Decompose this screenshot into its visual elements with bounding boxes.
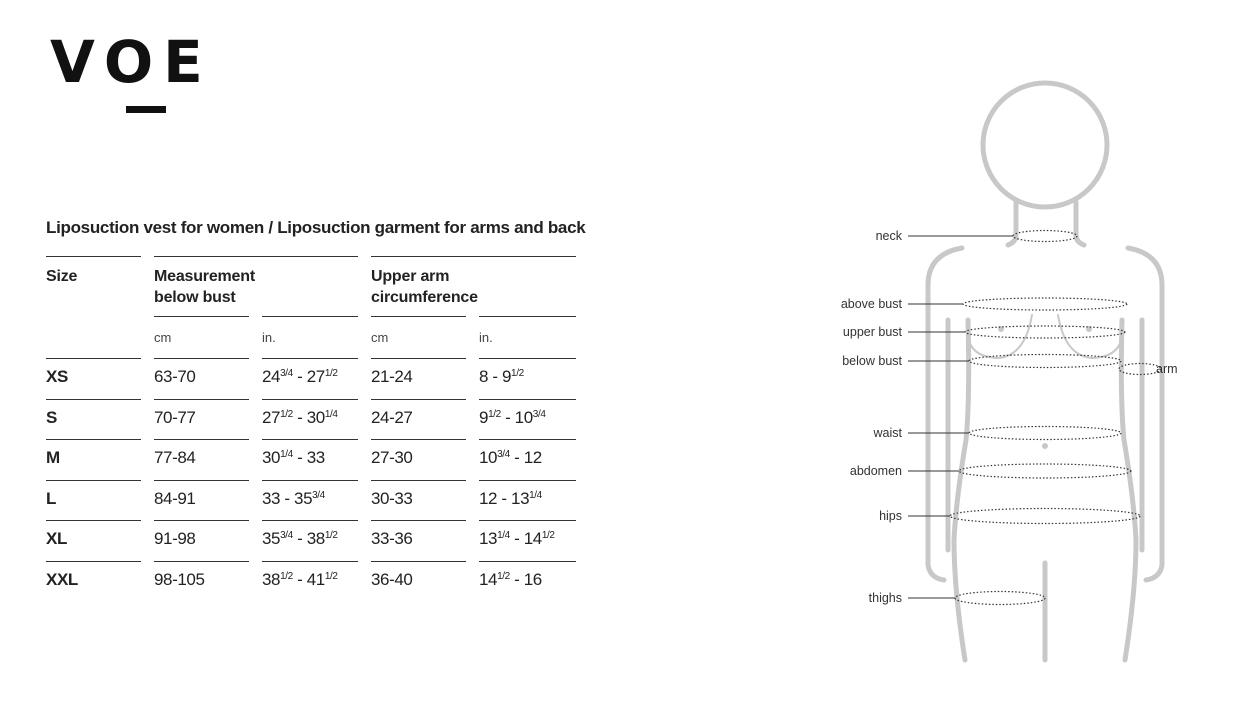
arm-cm-cell: 27-30: [371, 448, 413, 468]
brand-logo: VOE: [50, 28, 213, 96]
below-bust-loop: [969, 355, 1121, 368]
neck-right-outline: [1076, 202, 1084, 245]
row-rule: [479, 399, 576, 400]
bust-in-cell: $27^{1/2} - 30^{1/4}$: [262, 407, 338, 427]
row-rule: [154, 358, 249, 359]
row-rule: [154, 520, 249, 521]
thigh-loop: [955, 592, 1045, 605]
size-cell: S: [46, 407, 57, 427]
unit-rule: [262, 316, 358, 317]
neck-loop: [1013, 231, 1077, 242]
row-rule: [46, 561, 141, 562]
bust-cm-cell: 77-84: [154, 448, 196, 468]
row-rule: [262, 561, 358, 562]
upper-arm-header-line1: Upper arm: [371, 268, 450, 285]
row-rule: [371, 520, 466, 521]
bust-in-cell: $38^{1/2} - 41^{1/2}$: [262, 570, 338, 589]
hips-loop: [950, 509, 1140, 524]
torso-left-outline: [954, 320, 969, 660]
arm-in-cell: $13^{1/4} - 14^{1/2}$: [479, 529, 555, 549]
size-cell: XXL: [46, 570, 78, 589]
unit-cm: cm: [154, 330, 172, 345]
arm-in-cell: $12 - 13^{1/4}$: [479, 488, 542, 508]
row-rule: [371, 561, 466, 562]
header-rule: [154, 256, 358, 257]
arm-in-cell: $8 - 9^{1/2}$: [479, 367, 524, 386]
row-rule: [262, 399, 358, 400]
header-rule: [371, 256, 576, 257]
size-cell: M: [46, 448, 60, 468]
above-bust-loop: [963, 298, 1127, 310]
arm-cm-cell: 21-24: [371, 367, 413, 386]
row-rule: [262, 358, 358, 359]
row-rule: [479, 561, 576, 562]
row-rule: [479, 480, 576, 481]
row-rule: [46, 439, 141, 440]
row-rule: [154, 439, 249, 440]
row-rule: [371, 358, 466, 359]
row-rule: [154, 561, 249, 562]
size-cell: XS: [46, 367, 68, 386]
row-rule: [46, 480, 141, 481]
bust-in-cell: $30^{1/4} - 33$: [262, 448, 325, 468]
row-rule: [262, 480, 358, 481]
label-arm: arm: [1156, 362, 1178, 376]
arm-cm-cell: 36-40: [371, 570, 413, 589]
arm-in-cell: $14^{1/2} - 16$: [479, 570, 542, 589]
row-rule: [46, 520, 141, 521]
bust-cm-cell: 63-70: [154, 367, 196, 386]
measurement-header-line1: Measurement: [154, 268, 255, 285]
arm-in-cell: $10^{3/4} - 12$: [479, 448, 542, 468]
label-upper-bust: upper bust: [842, 325, 902, 339]
row-rule: [479, 439, 576, 440]
measurement-loops: [950, 231, 1161, 605]
row-rule: [371, 439, 466, 440]
row-rule: [46, 358, 141, 359]
body-silhouette: [928, 83, 1162, 660]
arm-cm-cell: 24-27: [371, 407, 413, 427]
label-neck: neck: [875, 229, 902, 243]
bust-cm-cell: 70-77: [154, 407, 196, 427]
torso-right-outline: [1121, 320, 1136, 660]
bust-cm-cell: 98-105: [154, 570, 205, 589]
size-cell: XL: [46, 529, 67, 549]
neck-left-outline: [1008, 202, 1016, 245]
waist-loop: [969, 427, 1121, 440]
unit-in: in.: [262, 330, 276, 345]
arm-cm-cell: 33-36: [371, 529, 413, 549]
label-waist: waist: [873, 426, 902, 440]
row-rule: [371, 480, 466, 481]
upper-arm-header-line2: circumference: [371, 289, 478, 306]
body-measurement-diagram: [820, 70, 1200, 670]
row-rule: [46, 399, 141, 400]
label-abdomen: abdomen: [849, 464, 902, 478]
row-rule: [479, 520, 576, 521]
label-thighs: thighs: [868, 591, 902, 605]
arm-in-cell: $9^{1/2} - 10^{3/4}$: [479, 407, 546, 427]
row-rule: [479, 358, 576, 359]
bust-in-cell: $24^{3/4} - 27^{1/2}$: [262, 367, 338, 386]
unit-rule: [154, 316, 249, 317]
size-header: Size: [46, 268, 78, 285]
measurement-header-line2: below bust: [154, 289, 236, 306]
size-table: [46, 0, 576, 722]
navel: [1042, 443, 1048, 449]
unit-rule: [479, 316, 576, 317]
upper-bust-loop: [965, 326, 1125, 338]
bust-in-cell: $33 - 35^{3/4}$: [262, 488, 325, 508]
unit-cm: cm: [371, 330, 389, 345]
label-leaders: [908, 236, 1013, 598]
row-rule: [154, 399, 249, 400]
head-outline: [983, 83, 1107, 207]
left-bust-curve: [968, 315, 1032, 358]
table-title: Liposuction vest for women / Liposuction garment for arms and back: [46, 218, 586, 237]
row-rule: [154, 480, 249, 481]
size-cell: L: [46, 488, 56, 508]
abdomen-loop: [959, 464, 1131, 478]
row-rule: [262, 520, 358, 521]
label-below-bust: below bust: [842, 354, 902, 368]
row-rule: [371, 399, 466, 400]
bust-in-cell: $35^{3/4} - 38^{1/2}$: [262, 529, 338, 549]
bust-cm-cell: 91-98: [154, 529, 196, 549]
arm-cm-cell: 30-33: [371, 488, 413, 508]
header-rule: [46, 256, 141, 257]
row-rule: [262, 439, 358, 440]
bust-cm-cell: 84-91: [154, 488, 196, 508]
unit-rule: [371, 316, 466, 317]
label-above-bust: above bust: [840, 297, 902, 311]
label-hips: hips: [879, 509, 902, 523]
unit-in: in.: [479, 330, 493, 345]
